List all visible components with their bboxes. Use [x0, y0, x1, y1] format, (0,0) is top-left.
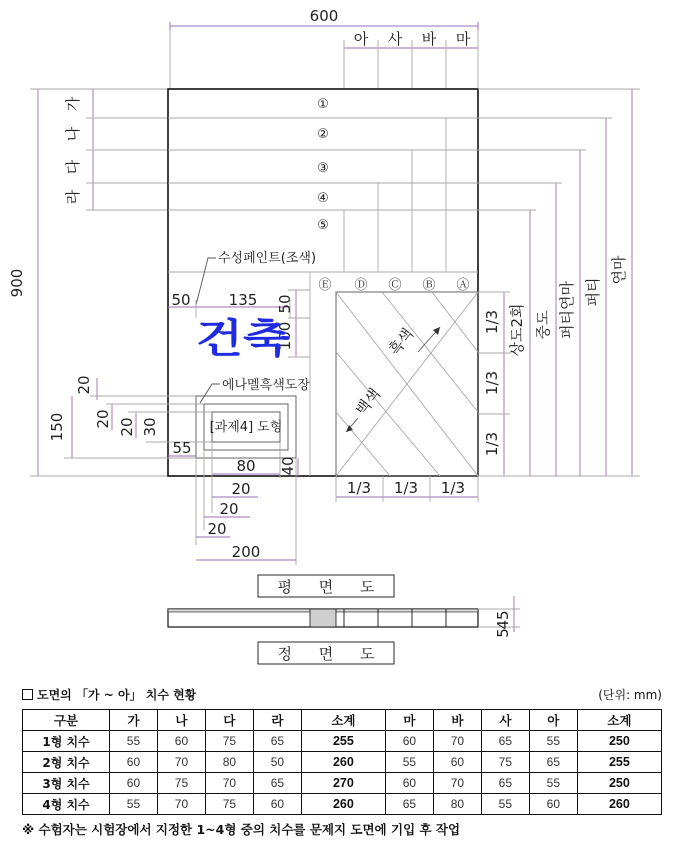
third-right-3: 1/3 — [483, 431, 501, 457]
front-label: 정 면 도 — [277, 645, 375, 663]
enamel-callout — [200, 377, 310, 403]
subtotal-cell: 260 — [301, 794, 385, 815]
subtotal-cell: 255 — [577, 752, 661, 773]
row-label: 2형 치수 — [23, 752, 110, 773]
value-cell: 60 — [253, 794, 301, 815]
table-header-cell: 마 — [385, 710, 433, 731]
logo-geonchuk: 건축 — [196, 316, 291, 362]
value-cell: 60 — [110, 752, 158, 773]
value-cell: 70 — [157, 752, 205, 773]
value-cell: 70 — [433, 731, 481, 752]
table-header-cell: 소계 — [577, 710, 661, 731]
dim-20-mid: 20 — [94, 409, 112, 429]
col-marker-e: Ⓔ — [318, 278, 332, 293]
dim-20-upper: 20 — [75, 375, 93, 395]
table-header-cell: 다 — [205, 710, 253, 731]
value-cell: 75 — [205, 794, 253, 815]
col-marker-a: Ⓐ — [456, 278, 470, 293]
dim-100: 100 — [276, 321, 294, 351]
plan-label: 평 면 도 — [277, 578, 375, 596]
table-header-cell: 아 — [529, 710, 577, 731]
enamel-callout-text: 에나멜흑색도장 — [222, 378, 310, 393]
left-seg-1: 가 — [64, 96, 82, 112]
label-sangdo: 상도2회 — [508, 303, 526, 357]
table-header-cell: 가 — [110, 710, 158, 731]
value-cell: 55 — [481, 794, 529, 815]
dim-20-b1: 20 — [231, 480, 251, 498]
circle-cols — [318, 278, 469, 293]
value-cell: 65 — [253, 773, 301, 794]
table-header-cell: 나 — [157, 710, 205, 731]
dim-50-left: 50 — [171, 291, 191, 309]
dim-600: 600 — [309, 7, 339, 25]
label-yeonma: 연마 — [610, 255, 628, 285]
table-row — [23, 773, 662, 794]
dimension-table — [22, 709, 662, 815]
front-label-box — [258, 642, 394, 664]
value-cell: 60 — [157, 731, 205, 752]
dim-150: 150 — [48, 412, 66, 442]
label-puti: 퍼티 — [584, 277, 602, 307]
value-cell: 65 — [529, 752, 577, 773]
label-jungdo: 중도 — [534, 310, 552, 340]
value-cell: 70 — [433, 773, 481, 794]
table-header-cell: 바 — [433, 710, 481, 731]
value-cell: 55 — [110, 731, 158, 752]
third-bottom-3: 1/3 — [440, 479, 466, 497]
row-marker-1: ① — [317, 97, 329, 112]
row-label: 1형 치수 — [23, 731, 110, 752]
dim-20-b3: 20 — [207, 520, 227, 538]
table-header-row — [23, 710, 662, 731]
row-marker-3: ③ — [317, 161, 329, 176]
circle-rows — [317, 97, 329, 233]
square-bullet-icon — [22, 689, 33, 700]
diag-label-white: 백색 — [352, 384, 385, 419]
top-seg-2: 사 — [387, 30, 403, 48]
value-cell: 70 — [205, 773, 253, 794]
value-cell: 55 — [529, 731, 577, 752]
front-elevation — [168, 596, 520, 638]
subtotal-cell: 250 — [577, 773, 661, 794]
top-seg-4: 마 — [455, 30, 471, 48]
table-header-cell: 구분 — [23, 710, 110, 731]
top-dimensions — [170, 7, 478, 88]
top-seg-3: 바 — [421, 30, 437, 48]
shape-label: [과제4] 도형 — [209, 420, 283, 435]
table-row — [23, 794, 662, 815]
table-header-cell: 라 — [253, 710, 301, 731]
dim-45: 45 — [494, 610, 512, 630]
value-cell: 65 — [481, 773, 529, 794]
left-seg-2: 나 — [64, 126, 82, 142]
col-marker-b: Ⓑ — [422, 278, 436, 293]
diagonal-square — [336, 292, 478, 476]
dim-30: 30 — [141, 417, 159, 437]
value-cell: 60 — [110, 773, 158, 794]
dim-50-right: 50 — [276, 294, 294, 314]
row-label: 4형 치수 — [23, 794, 110, 815]
third-bottom-2: 1/3 — [393, 479, 419, 497]
value-cell: 75 — [157, 773, 205, 794]
row-marker-2: ② — [317, 127, 329, 142]
table-row — [23, 752, 662, 773]
plan-label-box — [258, 575, 394, 597]
diag-label-black: 흑색 — [385, 324, 418, 359]
dim-900: 900 — [8, 268, 26, 298]
value-cell: 55 — [529, 773, 577, 794]
third-right-2: 1/3 — [483, 370, 501, 396]
value-cell: 60 — [385, 773, 433, 794]
subtotal-cell: 260 — [301, 752, 385, 773]
table-heading — [22, 686, 662, 703]
table-unit: (단위: mm) — [598, 688, 662, 702]
dim-40: 40 — [279, 456, 297, 476]
dim-80: 80 — [236, 457, 256, 475]
value-cell: 65 — [253, 731, 301, 752]
third-bottom-1: 1/3 — [346, 479, 372, 497]
value-cell: 60 — [385, 731, 433, 752]
table-note: ※ 수험자는 시험장에서 지정한 1~4형 중의 치수를 문제지 도면에 기입 후 작업 — [22, 822, 461, 837]
table-header-cell: 소계 — [301, 710, 385, 731]
top-seg-1: 아 — [353, 30, 369, 48]
col-marker-d: Ⓓ — [354, 278, 368, 293]
table-header-cell: 사 — [481, 710, 529, 731]
left-seg-4: 라 — [64, 189, 82, 205]
dim-55: 55 — [172, 439, 192, 457]
row-label: 3형 치수 — [23, 773, 110, 794]
value-cell: 65 — [481, 731, 529, 752]
paint-callout-text: 수성페인트(조색) — [218, 251, 317, 266]
row-marker-5: ⑤ — [317, 218, 329, 233]
dim-135: 135 — [228, 291, 258, 309]
table-title-wrap — [22, 686, 196, 703]
subtotal-cell: 255 — [301, 731, 385, 752]
col-marker-c: Ⓒ — [388, 278, 402, 293]
dim-20-b2: 20 — [219, 500, 239, 518]
value-cell: 60 — [529, 794, 577, 815]
shape-rectangles — [196, 396, 296, 458]
third-right-1: 1/3 — [483, 309, 501, 335]
left-seg-3: 다 — [64, 159, 82, 175]
value-cell: 70 — [157, 794, 205, 815]
dim-5: 5 — [494, 628, 512, 638]
table-row — [23, 731, 662, 752]
subtotal-cell: 260 — [577, 794, 661, 815]
dim-20-lower: 20 — [118, 417, 136, 437]
value-cell: 65 — [385, 794, 433, 815]
subtotal-cell: 250 — [577, 731, 661, 752]
label-puti-yeonma: 퍼티연마 — [558, 281, 576, 339]
value-cell: 75 — [205, 731, 253, 752]
table-body — [23, 731, 662, 815]
subtotal-cell: 270 — [301, 773, 385, 794]
value-cell: 55 — [385, 752, 433, 773]
value-cell: 80 — [433, 794, 481, 815]
value-cell: 55 — [110, 794, 158, 815]
dimension-table-section — [22, 686, 662, 838]
dim-200: 200 — [231, 543, 261, 561]
table-title: 도면의 「가 ~ 아」 치수 현황 — [37, 688, 197, 702]
value-cell: 75 — [481, 752, 529, 773]
value-cell: 60 — [433, 752, 481, 773]
value-cell: 80 — [205, 752, 253, 773]
value-cell: 50 — [253, 752, 301, 773]
row-marker-4: ④ — [317, 191, 329, 206]
